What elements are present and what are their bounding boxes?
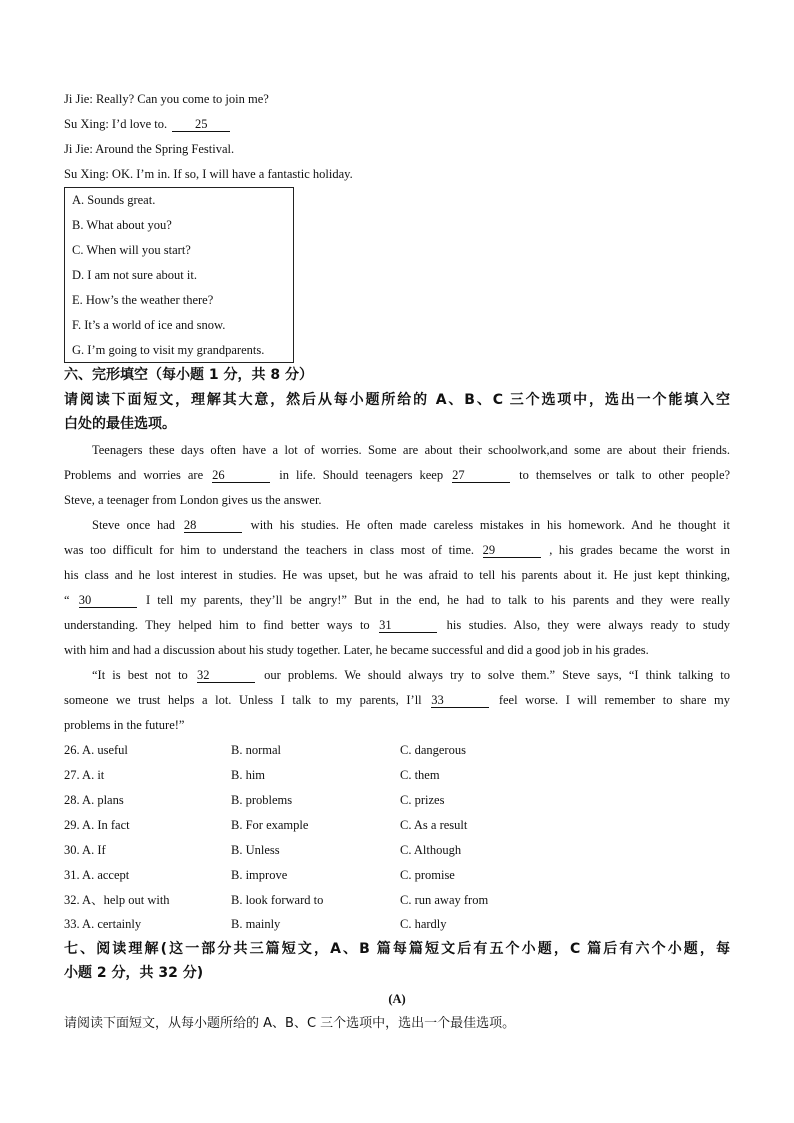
section-6-title: 六、完形填空（每小题 1 分，共 8 分） (64, 367, 313, 383)
passage-line: problems in the future!” (64, 718, 185, 732)
options-box (64, 187, 294, 363)
question-option[interactable]: C. hardly (400, 917, 447, 931)
passage-line: Steve once had 28 with his studies. He often made careless mistakes in his homework. And he thought it (92, 518, 730, 532)
question-option[interactable]: C. Although (400, 843, 462, 857)
question-option[interactable]: 27. A. it (64, 768, 105, 782)
answer-blank[interactable]: 26 (212, 468, 270, 483)
answer-blank[interactable]: 32 (197, 668, 255, 683)
answer-blank[interactable]: 27 (452, 468, 510, 483)
passage-line: Steve, a teenager from London gives us the answer. (64, 493, 322, 507)
question-option[interactable]: 30. A. If (64, 843, 106, 857)
question-option[interactable]: C. dangerous (400, 743, 466, 757)
question-option[interactable]: B. look forward to (231, 893, 324, 907)
passage-line: Problems and worries are 26 in life. Should teenagers keep 27 to themselves or talk to other people? (64, 468, 731, 482)
dialogue-line: Ji Jie: Around the Spring Festival. (64, 142, 235, 156)
question-option[interactable]: 31. A. accept (64, 868, 130, 882)
dialogue-line: Su Xing: OK. I’m in. If so, I will have a fantastic holiday. (64, 167, 353, 181)
question-option[interactable]: B. improve (231, 868, 288, 882)
question-option[interactable]: B. problems (231, 793, 293, 807)
question-option[interactable]: 33. A. certainly (64, 917, 142, 931)
part-label: (A) (388, 992, 406, 1006)
option-item: A. Sounds great. (72, 193, 156, 207)
question-option[interactable]: B. him (231, 768, 266, 782)
passage-line: was too difficult for him to understand the teachers in class most of time. 29 , his grades became the worst in (64, 543, 731, 557)
section-7-title: 七、阅读理解(这一部分共三篇短文，A、B 篇每篇短文后有五个小题，C 篇后有六个小题，每 (64, 941, 730, 957)
section-6-instruction: 请阅读下面短文，理解其大意，然后从每小题所给的 A、B、C 三个选项中，选出一个能填入空 (64, 392, 730, 408)
section-7-instruction: 请阅读下面短文，从每小题所给的 A、B、C 三个选项中，选出一个最佳选项。 (64, 1016, 516, 1031)
passage-line: someone we trust helps a lot. Unless I talk to my parents, I’ll 33 feel worse. I will remember to share my (64, 693, 731, 707)
option-item: F. It’s a world of ice and snow. (72, 318, 226, 332)
question-option[interactable]: C. run away from (400, 893, 489, 907)
question-option[interactable]: 32. A、help out with (64, 893, 170, 907)
dialogue-line: Su Xing: I’d love to. 25 (64, 115, 232, 133)
answer-blank[interactable]: 33 (431, 693, 489, 708)
question-option[interactable]: C. As a result (400, 818, 468, 832)
answer-blank[interactable]: 29 (483, 543, 541, 558)
question-option[interactable]: C. them (400, 768, 440, 782)
answer-blank[interactable]: 28 (184, 518, 242, 533)
option-item: B. What about you? (72, 218, 172, 232)
passage-line: “ 30 I tell my parents, they’ll be angry!” But in the end, he had to talk to his parents and they were really (64, 593, 730, 607)
answer-blank[interactable]: 30 (79, 593, 137, 608)
question-option[interactable]: B. normal (231, 743, 281, 757)
passage-line: understanding. They helped him to find better ways to 31 his studies. Also, they were always ready to study (64, 618, 731, 632)
question-option[interactable]: B. Unless (231, 843, 280, 857)
question-option[interactable]: C. prizes (400, 793, 445, 807)
dialogue-line: Ji Jie: Really? Can you come to join me? (64, 92, 269, 106)
question-option[interactable]: B. For example (231, 818, 309, 832)
option-item: C. When will you start? (72, 243, 191, 257)
passage-line: “It is best not to 32 our problems. We should always try to solve them.” Steve says, “I think talking to (92, 668, 731, 682)
question-option[interactable]: 29. A. In fact (64, 818, 130, 832)
question-option[interactable]: 28. A. plans (64, 793, 124, 807)
passage-line: with him and had a discussion about his study together. Later, he became successful and did a good job in his grades. (64, 643, 649, 657)
question-option[interactable]: B. mainly (231, 917, 281, 931)
passage-line: his class and he lost interest in studies. He was upset, but he was afraid to tell his parents about it. He just kept thinking, (64, 568, 730, 582)
section-7-title: 小题 2 分，共 32 分) (64, 965, 204, 981)
answer-blank[interactable]: 25 (172, 117, 230, 132)
section-6-instruction: 白处的最佳选项。 (64, 416, 176, 432)
passage-line: Teenagers these days often have a lot of worries. Some are about their schoolwork,and some are about their friends. (92, 443, 730, 457)
question-option[interactable]: C. promise (400, 868, 455, 882)
option-item: E. How’s the weather there? (72, 293, 214, 307)
option-item: G. I’m going to visit my grandparents. (72, 343, 265, 357)
option-item: D. I am not sure about it. (72, 268, 197, 282)
question-option[interactable]: 26. A. useful (64, 743, 128, 757)
answer-blank[interactable]: 31 (379, 618, 437, 633)
